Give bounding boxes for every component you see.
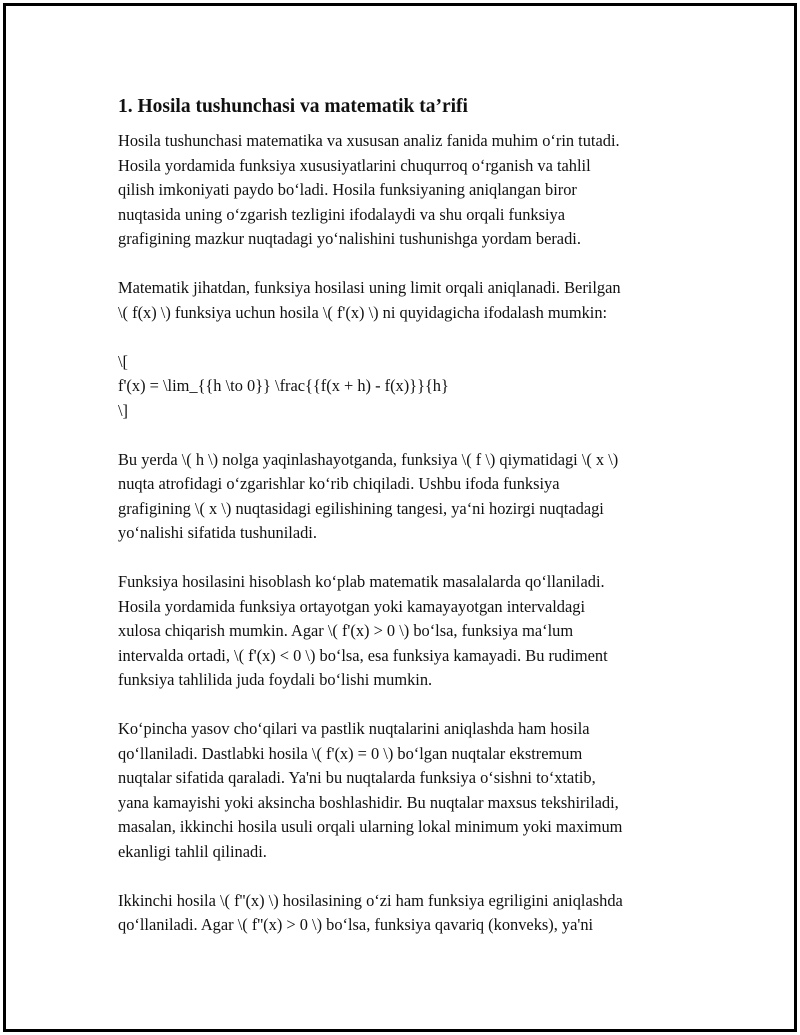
text-line: yana kamayishi yoki aksincha boshlashidir. Bu nuqtalar maxsus tekshiriladi, bbox=[118, 792, 619, 812]
text-line: qo‘llaniladi. Agar \( f''(x) > 0 \) bo‘lsa, funksiya qavariq (konveks), ya'ni bbox=[118, 915, 594, 934]
text-line: Hosila yordamida funksiya ortayotgan yoki kamayayotgan intervaldagi bbox=[118, 596, 586, 616]
text-line: f'(x) = \lim_{{h \to 0}} \frac{{f(x + h) - f(x)}}{h} bbox=[118, 376, 449, 395]
text-line: funksiya tahlilida juda foydali bo‘lishi mumkin. bbox=[118, 670, 433, 689]
text-line: ekanligi tahlil qilinadi. bbox=[118, 841, 267, 861]
paragraph bbox=[118, 129, 698, 252]
text-line: Hosila yordamida funksiya xususiyatlarini chuqurroq o‘rganish va tahlil bbox=[118, 155, 591, 175]
text-line: Hosila tushunchasi matematika va xususan analiz fanida muhim o‘rin tutadi. bbox=[118, 131, 620, 150]
text-line: yo‘nalishi sifatida tushuniladi. bbox=[118, 523, 317, 542]
text-line: Matematik jihatdan, funksiya hosilasi uning limit orqali aniqlanadi. Berilgan bbox=[118, 278, 621, 297]
text-line: grafigining \( x \) nuqtasidagi egilishining tangesi, ya‘ni hozirgi nuqtadagi bbox=[118, 498, 604, 518]
text-line: Funksiya hosilasini hisoblash ko‘plab matematik masalalarda qo‘llaniladi. bbox=[118, 572, 605, 591]
text-line: \] bbox=[118, 400, 129, 420]
text-line: masalan, ikkinchi hosila usuli orqali ularning lokal minimum yoki maximum bbox=[118, 817, 623, 836]
text-line: Ikkinchi hosila \( f''(x) \) hosilasining o‘zi ham funksiya egriligini aniqlashda bbox=[118, 890, 623, 910]
text-line: nuqta atrofidagi o‘zgarishlar ko‘rib chiqiladi. Ushbu ifoda funksiya bbox=[118, 474, 560, 493]
paragraph-list bbox=[118, 129, 698, 938]
text-line: \( f(x) \) funksiya uchun hosila \( f'(x) \) ni quyidagicha ifodalash mumkin: bbox=[118, 302, 608, 322]
paragraph bbox=[118, 276, 698, 325]
text-line: Bu yerda \( h \) nolga yaqinlashayotganda, funksiya \( f \) qiymatidagi \( x \) bbox=[118, 449, 619, 469]
text-line: nuqtalar sifatida qaraladi. Ya'ni bu nuqtalarda funksiya o‘sishni to‘xtatib, bbox=[118, 768, 596, 787]
paragraph bbox=[118, 717, 698, 864]
paragraph bbox=[118, 448, 698, 546]
paragraph bbox=[118, 350, 698, 424]
text-line: xulosa chiqarish mumkin. Agar \( f'(x) > 0 \) bo‘lsa, funksiya ma‘lum bbox=[118, 621, 574, 640]
paragraph bbox=[118, 889, 698, 938]
paragraph bbox=[118, 570, 698, 693]
text-line: qilish imkoniyati paydo bo‘ladi. Hosila funksiyaning aniqlangan biror bbox=[118, 180, 577, 199]
section-heading: 1. Hosila tushunchasi va matematik ta’rifi bbox=[118, 96, 468, 117]
text-line: \[ bbox=[118, 351, 129, 371]
document-body bbox=[118, 94, 698, 962]
text-line: qo‘llaniladi. Dastlabki hosila \( f'(x) = 0 \) bo‘lgan nuqtalar ekstremum bbox=[118, 743, 583, 763]
text-line: intervalda ortadi, \( f'(x) < 0 \) bo‘lsa, esa funksiya kamayadi. Bu rudiment bbox=[118, 645, 608, 665]
text-line: nuqtasida uning o‘zgarish tezligini ifodalaydi va shu orqali funksiya bbox=[118, 204, 565, 224]
text-line: Ko‘pincha yasov cho‘qilari va pastlik nuqtalarini aniqlashda ham hosila bbox=[118, 719, 590, 738]
text-line: grafigining mazkur nuqtadagi yo‘nalishini tushunishga yordam beradi. bbox=[118, 229, 581, 248]
